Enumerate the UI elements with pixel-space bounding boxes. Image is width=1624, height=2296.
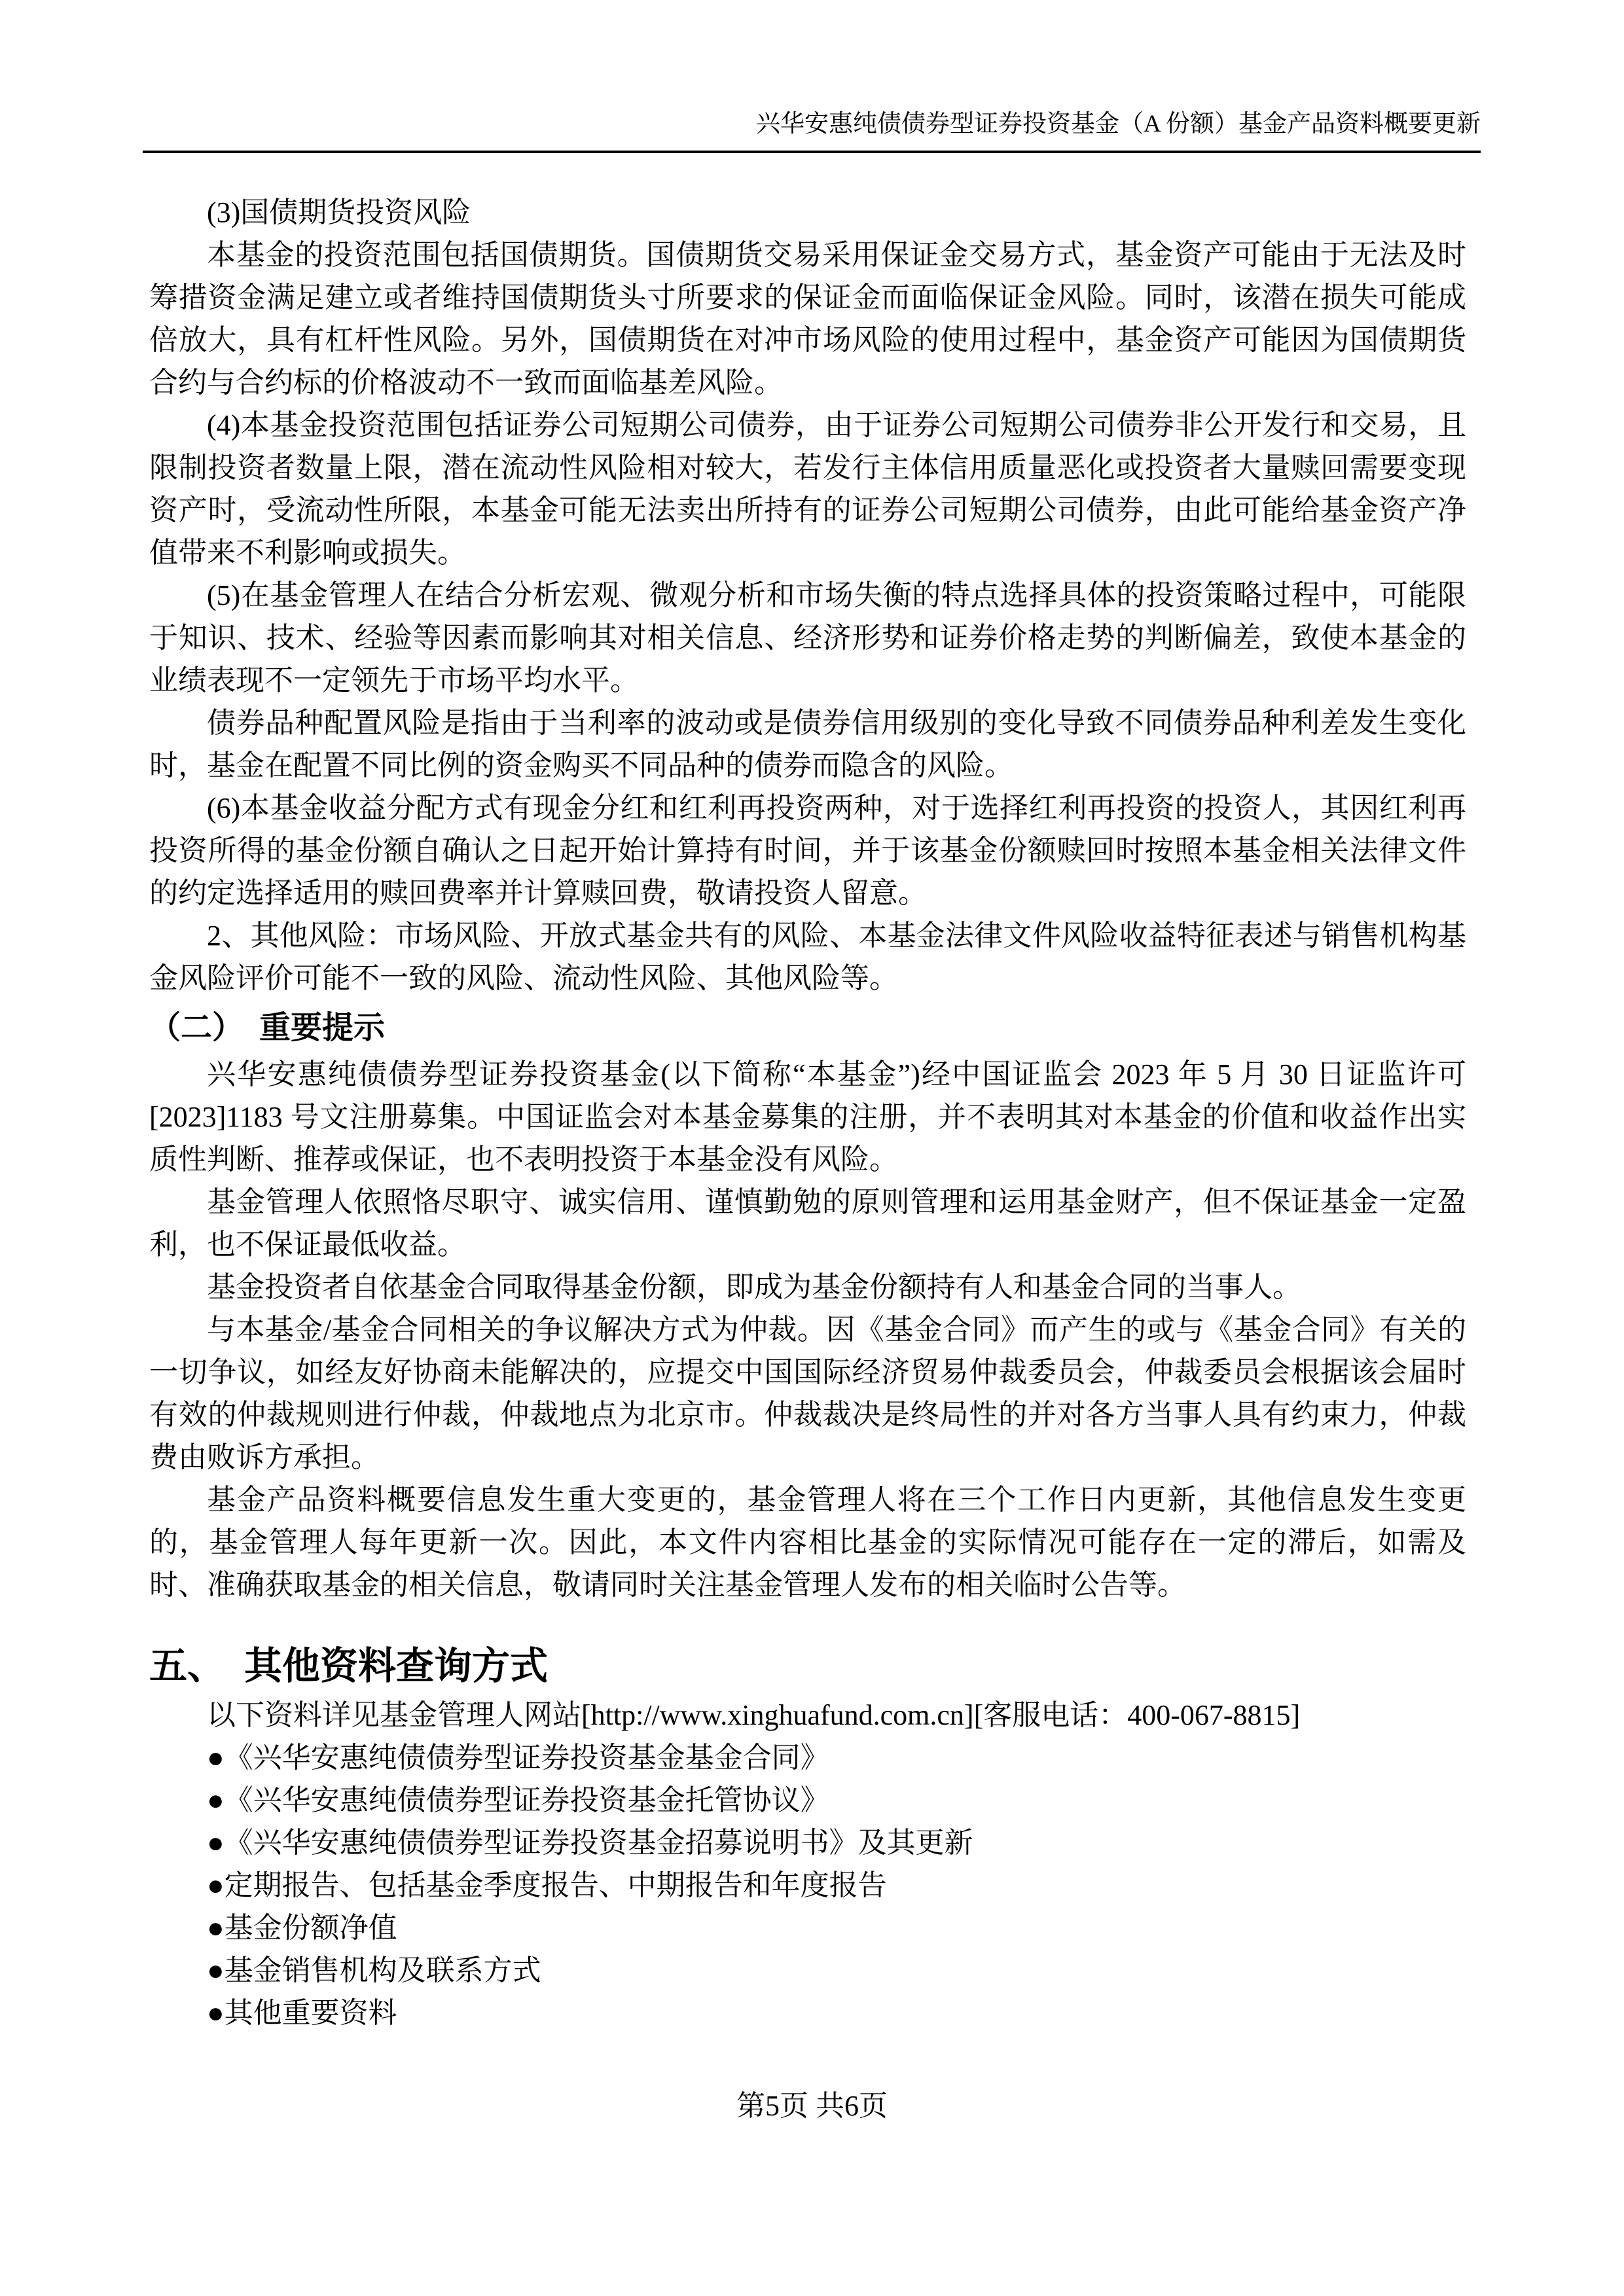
important-notice-section	[149, 1053, 1466, 1606]
notice-paragraph-manager-duty: 基金管理人依照恪尽职守、诚实信用、谨慎勤勉的原则管理和运用基金财产，但不保证基金一定盈利，也不保证最低收益。	[149, 1186, 1466, 1261]
query-section-heading: 五、 其他资料查询方式	[149, 1645, 549, 1687]
risk-paragraph-bond-allocation: 债券品种配置风险是指由于当利率的波动或是债券信用级别的变化导致不同债券品种利差发生变化时，基金在配置不同比例的资金购买不同品种的债券而隐含的风险。	[149, 707, 1466, 781]
page-header	[143, 110, 1481, 153]
important-notice-heading: （二） 重要提示	[149, 1011, 386, 1045]
notice-paragraph-update-policy: 基金产品资料概要信息发生重大变更的，基金管理人将在三个工作日内更新，其他信息发生变更的，基金管理人每年更新一次。因此，本文件内容相比基金的实际情况可能存在一定的滞后，如需及时、准确获取基金的相关信息，敬请同时关注基金管理人发布的相关临时公告等。	[149, 1484, 1466, 1601]
document-list	[149, 1736, 1466, 2034]
notice-paragraph-registration: 兴华安惠纯债债券型证券投资基金(以下简称“本基金”)经中国证监会 2023 年 5 月 30 日证监许可[2023]1183 号文注册募集。中国证监会对本基金募集的注册，并不表明其对本基金的价值和收益作出实质性判断、推荐或保证，也不表明投资于本基金没有风险。	[149, 1058, 1466, 1175]
risk-paragraph-4: (4)本基金投资范围包括证券公司短期公司债券，由于证券公司短期公司债券非公开发行和交易，且限制投资者数量上限，潜在流动性风险相对较大，若发行主体信用质量恶化或投资者大量赎回需要变现资产时，受流动性所限，本基金可能无法卖出所持有的证券公司短期公司债券，由此可能给基金资产净值带来不利影响或损失。	[149, 409, 1466, 569]
query-section	[149, 1694, 1466, 2034]
list-item-fund-contract: ●《兴华安惠纯债债券型证券投资基金基金合同》	[207, 1742, 829, 1774]
risk-paragraph-3-body: 本基金的投资范围包括国债期货。国债期货交易采用保证金交易方式，基金资产可能由于无法及时筹措资金满足建立或者维持国债期货头寸所要求的保证金而面临保证金风险。同时，该潜在损失可能成倍放大，具有杠杆性风险。另外，国债期货在对冲市场风险的使用过程中，基金资产可能因为国债期货合约与合约标的价格波动不一致而面临基差风险。	[149, 239, 1466, 399]
risk-paragraph-other-risks: 2、其他风险：市场风险、开放式基金共有的风险、本基金法律文件风险收益特征表述与销售机构基金风险评价可能不一致的风险、流动性风险、其他风险等。	[149, 920, 1466, 994]
header-title: 兴华安惠纯债债券型证券投资基金（A 份额）基金产品资料概要更新	[756, 111, 1481, 137]
list-item-prospectus: ●《兴华安惠纯债债券型证券投资基金招募说明书》及其更新	[207, 1827, 973, 1859]
risk-paragraph-5: (5)在基金管理人在结合分析宏观、微观分析和市场失衡的特点选择具体的投资策略过程中，可能限于知识、技术、经验等因素而影响其对相关信息、经济形势和证券价格走势的判断偏差，致使本基金的业绩表现不一定领先于市场平均水平。	[149, 579, 1466, 696]
list-item-other-materials: ●其他重要资料	[207, 1997, 397, 2029]
list-item-custody-agreement: ●《兴华安惠纯债债券型证券投资基金托管协议》	[207, 1784, 829, 1816]
document-body	[149, 191, 1466, 2034]
notice-paragraph-arbitration: 与本基金/基金合同相关的争议解决方式为仲裁。因《基金合同》而产生的或与《基金合同》有关的一切争议，如经友好协商未能解决的，应提交中国国际经济贸易仲裁委员会，仲裁委员会根据该会届时有效的仲裁规则进行仲裁，仲裁地点为北京市。仲裁裁决是终局性的并对各方当事人具有约束力，仲裁费由败诉方承担。	[149, 1314, 1466, 1473]
page-footer	[0, 2085, 1624, 2127]
risk-paragraph-6: (6)本基金收益分配方式有现金分红和红利再投资两种，对于选择红利再投资的投资人，其因红利再投资所得的基金份额自确认之日起开始计算持有时间，并于该基金份额赎回时按照本基金相关法律文件的约定选择适用的赎回费率并计算赎回费，敬请投资人留意。	[149, 792, 1466, 909]
query-intro: 以下资料详见基金管理人网站[http://www.xinghuafund.com.cn][客服电话：400-067-8815]	[207, 1699, 1301, 1731]
list-item-periodic-reports: ●定期报告、包括基金季度报告、中期报告和年度报告	[207, 1869, 887, 1901]
notice-paragraph-investor-party: 基金投资者自依基金合同取得基金份额，即成为基金份额持有人和基金合同的当事人。	[207, 1271, 1301, 1303]
risk-section	[149, 191, 1466, 999]
list-item-nav: ●基金份额净值	[207, 1912, 397, 1944]
list-item-sales-agencies: ●基金销售机构及联系方式	[207, 1954, 541, 1986]
risk-paragraph-3-title: (3)国债期货投资风险	[207, 196, 471, 228]
page-number: 第5页 共6页	[736, 2090, 888, 2122]
